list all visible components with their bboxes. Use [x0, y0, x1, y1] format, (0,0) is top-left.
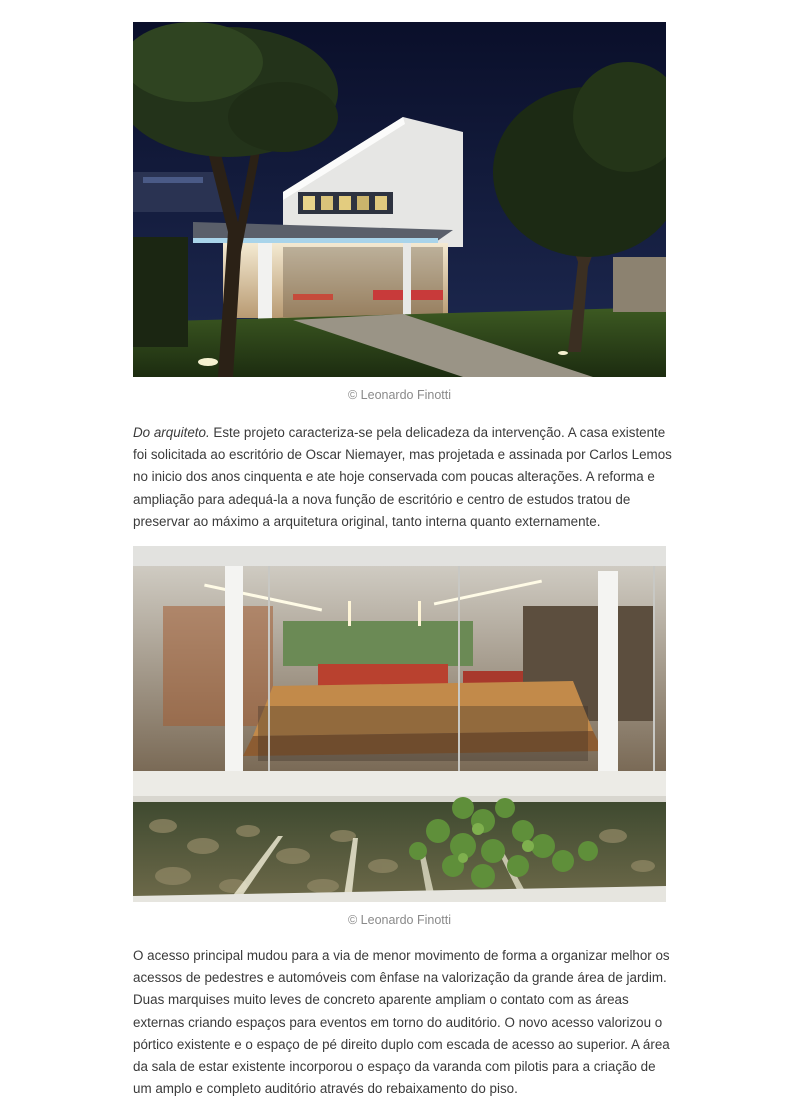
photo-auditorium-pool [133, 546, 666, 902]
photo-house-exterior-night [133, 22, 666, 377]
body-paragraph [133, 422, 673, 533]
photo-caption: © Leonardo Finotti [347, 913, 452, 927]
body-paragraph: O acesso principal mudou para a via de menor movimento de forma a organizar melhor os acessos de pedestres e automóveis com ênfase na valorização da grande área de jardim. Duas marquises muito leves de concreto aparente ampliam o contato com as áreas externas criando espaços para eventos em torno do auditório. O novo acesso valorizou o pórtico existente e o espaço de pé direito duplo com escada de acesso ao superior. A área da sala de estar existente incorporou o espaço da varanda com pilotis para a criação de um amplo e completo auditório através do rebaixamento do piso. [133, 948, 670, 1097]
photo-house-exterior-night-image [133, 22, 666, 377]
photo-caption: © Leonardo Finotti [347, 388, 452, 402]
photo-auditorium-pool-image [133, 546, 666, 902]
paragraph-text: Este projeto caracteriza-se pela delicadeza da intervenção. A casa existente foi solicitada ao escritório de Oscar Niemayer, mas projetada e assinada por Carlos Lemos no inicio dos anos cinquenta e ate hoje conservada com poucas alterações. A reforma e ampliação para adequá-la a nova função de escritório e centro de estudos tratou de preservar ao máximo a arquitetura original, tanto interna quanto externamente. [133, 425, 672, 529]
paragraph-lead: Do arquiteto. [133, 425, 210, 440]
